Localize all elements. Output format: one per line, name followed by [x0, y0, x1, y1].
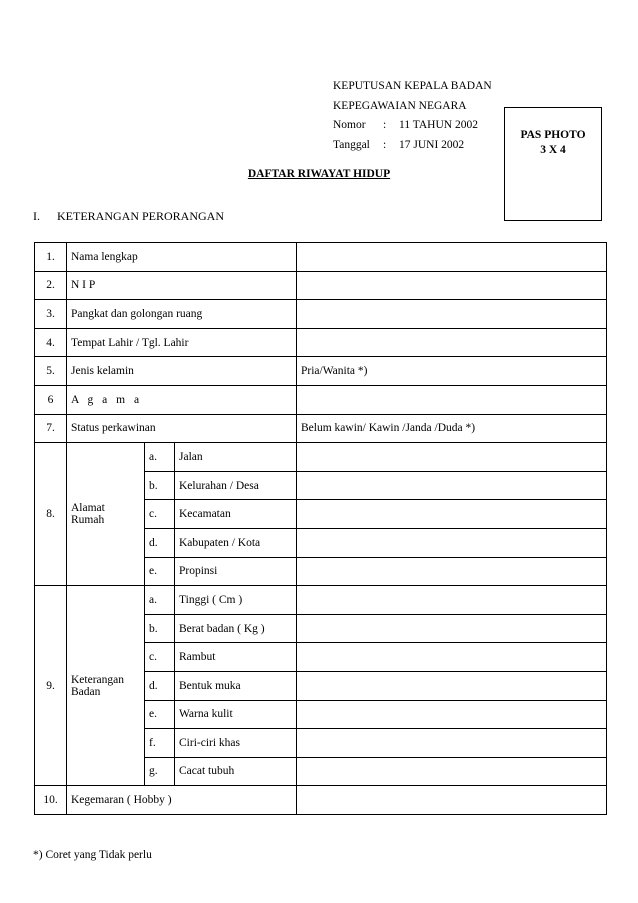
tanggal-separator: :: [383, 138, 387, 151]
field-label: Tempat Lahir / Tgl. Lahir: [67, 328, 297, 357]
row-number: 5.: [35, 357, 67, 386]
field-value-cacat-tubuh[interactable]: [297, 757, 607, 786]
field-value-warna-kulit[interactable]: [297, 700, 607, 729]
field-label: A g a m a: [67, 385, 297, 414]
header-line-1: KEPUTUSAN KEPALA BADAN: [333, 80, 492, 92]
field-value-agama[interactable]: [297, 385, 607, 414]
field-value-ciri-khas[interactable]: [297, 729, 607, 758]
header-nomor: [333, 116, 492, 136]
sub-label: Berat badan ( Kg ): [175, 614, 297, 643]
tanggal-value: 17 JUNI 2002: [399, 138, 465, 151]
footnote: *) Coret yang Tidak perlu: [33, 849, 152, 861]
sub-letter: e.: [145, 557, 175, 586]
field-value-berat[interactable]: [297, 614, 607, 643]
decree-header: [333, 77, 492, 155]
field-label: Pangkat dan golongan ruang: [67, 300, 297, 329]
row-number: 8.: [35, 443, 67, 586]
sub-label: Warna kulit: [175, 700, 297, 729]
table-row: [35, 243, 607, 272]
sub-letter: e.: [145, 700, 175, 729]
field-value-hobby[interactable]: [297, 786, 607, 815]
table-row: [35, 271, 607, 300]
tanggal-label: Tanggal: [333, 138, 370, 151]
field-value-kelurahan[interactable]: [297, 471, 607, 500]
nomor-label: Nomor: [333, 119, 366, 131]
row-number: 9.: [35, 586, 67, 786]
sub-label: Propinsi: [175, 557, 297, 586]
field-label: Status perkawinan: [67, 414, 297, 443]
sub-label: Bentuk muka: [175, 671, 297, 700]
sub-letter: c.: [145, 643, 175, 672]
form-table: [34, 242, 607, 815]
table-row: [35, 300, 607, 329]
row-number: 1.: [35, 243, 67, 272]
table-row: [35, 357, 607, 386]
field-label: N I P: [67, 271, 297, 300]
group-label-alamat: [67, 443, 145, 586]
group-label-line: Rumah: [71, 514, 105, 527]
field-value-jenis-kelamin[interactable]: Pria/Wanita *): [297, 357, 607, 386]
sub-letter: b.: [145, 614, 175, 643]
table-row: [35, 443, 607, 472]
sub-label: Cacat tubuh: [175, 757, 297, 786]
field-value-jalan[interactable]: [297, 443, 607, 472]
field-value-kecamatan[interactable]: [297, 500, 607, 529]
field-label: Jenis kelamin: [67, 357, 297, 386]
sub-letter: d.: [145, 671, 175, 700]
sub-label: Kecamatan: [175, 500, 297, 529]
section-title: KETERANGAN PERORANGAN: [57, 209, 224, 223]
sub-label: Kelurahan / Desa: [175, 471, 297, 500]
sub-letter: d.: [145, 528, 175, 557]
table-row: [35, 385, 607, 414]
section-heading: [33, 209, 224, 224]
table-row: [35, 414, 607, 443]
group-label-line: Badan: [71, 685, 101, 698]
table-row: [35, 328, 607, 357]
sub-letter: c.: [145, 500, 175, 529]
group-label-badan: [67, 586, 145, 786]
field-value-nama[interactable]: [297, 243, 607, 272]
field-value-propinsi[interactable]: [297, 557, 607, 586]
sub-label: Rambut: [175, 643, 297, 672]
sub-letter: b.: [145, 471, 175, 500]
header-line-2: KEPEGAWAIAN NEGARA: [333, 99, 467, 112]
field-value-kabupaten[interactable]: [297, 528, 607, 557]
pas-photo-label: PAS PHOTO: [520, 129, 586, 141]
nomor-value: 11 TAHUN 2002: [399, 119, 478, 131]
row-number: 4.: [35, 328, 67, 357]
sub-letter: a.: [145, 586, 175, 615]
row-number: 10.: [35, 786, 67, 815]
header-tanggal: [333, 136, 492, 156]
sub-letter: g.: [145, 757, 175, 786]
table-row: [35, 586, 607, 615]
field-label: Kegemaran ( Hobby ): [67, 786, 297, 815]
sub-letter: f.: [145, 729, 175, 758]
sub-label: Jalan: [175, 443, 297, 472]
pas-photo-size: 3 X 4: [540, 144, 566, 156]
sub-letter: a.: [145, 443, 175, 472]
row-number: 6: [35, 385, 67, 414]
sub-label: Ciri-ciri khas: [175, 729, 297, 758]
field-value-rambut[interactable]: [297, 643, 607, 672]
field-value-tinggi[interactable]: [297, 586, 607, 615]
row-number: 3.: [35, 300, 67, 329]
field-value-ttl[interactable]: [297, 328, 607, 357]
sub-label: Kabupaten / Kota: [175, 528, 297, 557]
group-label-line: Alamat: [71, 502, 105, 515]
field-value-nip[interactable]: [297, 271, 607, 300]
nomor-separator: :: [383, 119, 387, 131]
row-number: 2.: [35, 271, 67, 300]
sub-label: Tinggi ( Cm ): [175, 586, 297, 615]
section-number: I.: [33, 209, 40, 223]
page-title: DAFTAR RIWAYAT HIDUP: [247, 168, 391, 180]
field-value-status[interactable]: Belum kawin/ Kawin /Janda /Duda *): [297, 414, 607, 443]
group-label-line: Keterangan: [71, 673, 124, 686]
field-value-bentuk-muka[interactable]: [297, 671, 607, 700]
field-value-pangkat[interactable]: [297, 300, 607, 329]
table-row: [35, 786, 607, 815]
field-label: Nama lengkap: [67, 243, 297, 272]
pas-photo-box: [504, 107, 602, 221]
row-number: 7.: [35, 414, 67, 443]
